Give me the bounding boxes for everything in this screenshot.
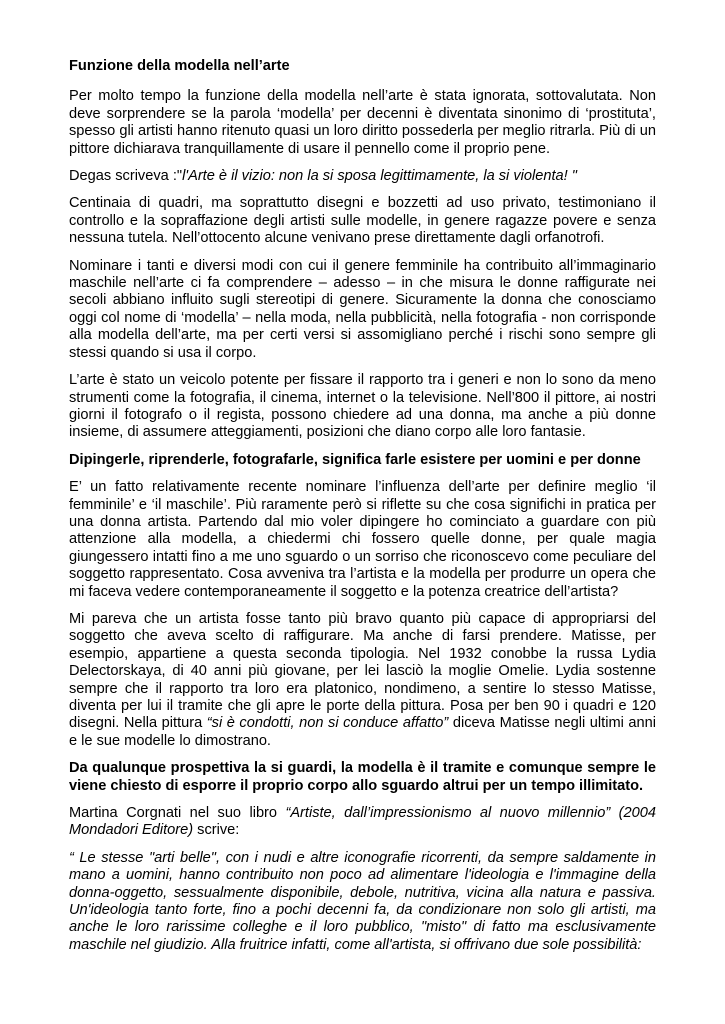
- document-page: [69, 58, 656, 964]
- degas-lead-text: Degas scriveva :": [69, 168, 183, 185]
- paragraph-8-text-b: scrive:: [193, 822, 240, 839]
- matisse-quote: “si è condotti, non si conduce affatto”: [206, 715, 449, 732]
- paragraph-6: E’ un fatto relativamente recente nominare l’influenza dell’arte per definire meglio ‘il femminile’ e ‘il maschile’. Più raramente però si riflette su che cosa significhi in pratica per una donna artista. Partendo dal mio voler dipingere ho cominciato a guardare con più attenzione alla modella, a chiedermi chi fossero quelle donne, per quale magia giungessero intatti fino a me uno sguardo o un sorriso che riconoscevo come peculiare del soggetto rappresentato. Cosa avveniva tra l’artista e la modella per produrre un opera che mi faceva vedere contemporaneamente il soggetto e la potenza creatrice dell’artista?: [69, 479, 656, 600]
- paragraph-7-text-a: Mi pareva che un artista fosse tanto più bravo quanto più capace di appropriarsi del soggetto che aveva scelto di raffigurare. Ma anche di farsi prendere. Matisse, per esempio, appartiene a questa seconda tipologia. Nel 1932 conobbe la russa Lydia Delectorskaya, di 40 anni più giovane, per lei lasciò la moglie Omelie. Lydia sostenne sempre che il rapporto tra loro era platonico, nondimeno, a sentire lo stesso Matisse, diventa per lui il tramite che gli apre le porte della pittura. Posa per ben 90 i quadri e 120 disegni. Nella pittura: [69, 610, 656, 732]
- paragraph-7-text-b: diceva Matisse negli ultimi anni e le sue modelle lo dimostrano.: [69, 715, 656, 749]
- section-heading-2: Dipingerle, riprenderle, fotografarle, significa farle esistere per uomini e per donne: [69, 451, 641, 468]
- corgnati-quote: “ Le stesse "arti belle", con i nudi e altre iconografie ricorrenti, da sempre saldamente in mano a uomini, hanno contribuito non poco ad alimentare l'ideologia e l'immagine della donna-oggetto, sessualmente disponibile, debole, nutritiva, vicina alla natura e passiva. Un'ideologia tanto forte, fino a pochi decenni fa, da condizionare non solo gli artisti, ma anche le loro rarissime colleghe e il loro pubblico, "misto" di fatto ma esclusivamente maschile nel giudizio. Alla fruitrice infatti, come all'artista, si offrivano due sole possibilità:: [69, 849, 656, 953]
- paragraph-5: L’arte è stato un veicolo potente per fissare il rapporto tra i generi e non lo sono da meno strumenti come la fotografia, il cinema, internet o la televisione. Nell’800 il pittore, ai nostri giorni il fotografo o il regista, possono chiedere ad una donna, ma anche a più donne insieme, di assumere atteggiamenti, posizioni che diano corpo alle loro fantasie.: [69, 372, 656, 441]
- paragraph-degas: [69, 168, 656, 185]
- paragraph-8: [69, 805, 656, 840]
- book-citation: “Artiste, dall’impressionismo al nuovo millennio” (2004 Mondadori Editore): [69, 805, 656, 839]
- paragraph-8-text-a: Martina Corgnati nel suo libro: [69, 805, 286, 822]
- section-heading-3: Da qualunque prospettiva la si guardi, la modella è il tramite e comunque sempre le viene chiesto di esporre il proprio corpo allo sguardo altrui per un tempo illimitato.: [69, 760, 656, 794]
- paragraph-1: Per molto tempo la funzione della modella nell’arte è stata ignorata, sottovalutata. Non deve sorprendere se la parola ‘modella’ per decenni è diventata sinonimo di ‘prostituta’, spesso gli artisti hanno ritenuto quasi un loro diritto possederla per meglio ritrarla. Più di un pittore dichiarava tranquillamente di usare il pennello come il proprio pene.: [69, 88, 656, 157]
- document-title: Funzione della modella nell’arte: [69, 58, 290, 74]
- paragraph-7: [69, 611, 656, 750]
- degas-quote: l'Arte è il vizio: non la si sposa legittimamente, la si violenta! ": [182, 168, 577, 185]
- paragraph-4: Nominare i tanti e diversi modi con cui il genere femminile ha contribuito all’immaginario maschile nell’arte ci fa comprendere – adesso – in che misura le donne raffigurate nei secoli abbiano influito sugli stereotipi di genere. Sicuramente la donna che conosciamo oggi col nome di ‘modella’ – nella moda, nella pubblicità, nella fotografia - non corrisponde alla modella dell’arte, ma per certi versi si assomigliano perché i rischi sono sempre gli stessi quando si usa il corpo.: [69, 257, 656, 361]
- paragraph-3: Centinaia di quadri, ma soprattutto disegni e bozzetti ad uso privato, testimoniano il controllo e la sopraffazione degli artisti sulle modelle, in genere ragazze povere e senza nessuna tutela. Nell’ottocento alcune venivano prese direttamente dagli orfanotrofi.: [69, 195, 656, 247]
